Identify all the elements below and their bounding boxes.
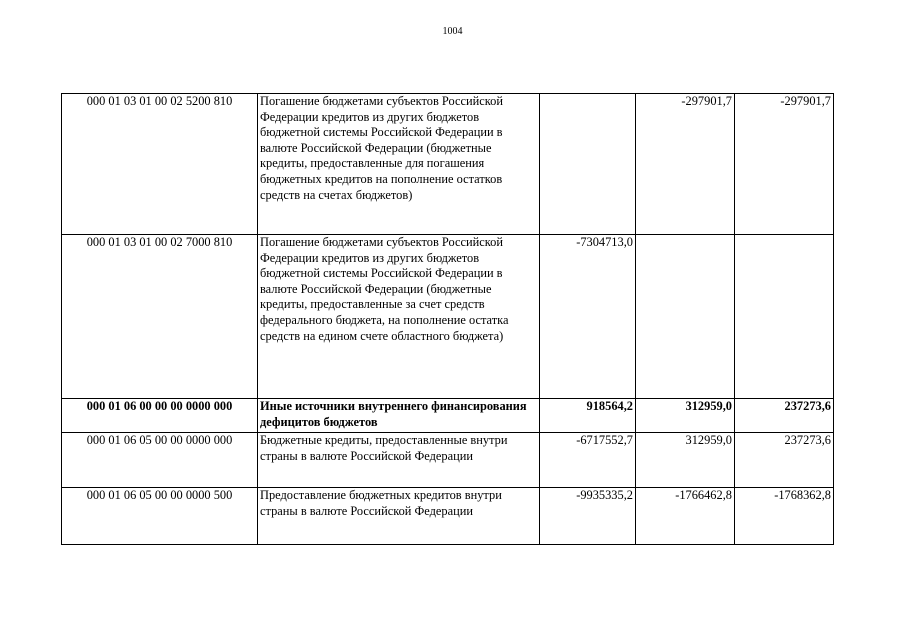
row-value-3: -1768362,8 xyxy=(735,488,834,545)
row-code: 000 01 06 00 00 00 0000 000 xyxy=(62,399,258,433)
row-name: Бюджетные кредиты, предоставленные внутри страны в валюте Российской Федерации xyxy=(258,433,540,488)
row-value-2: -297901,7 xyxy=(636,94,735,235)
row-value-2: -1766462,8 xyxy=(636,488,735,545)
row-value-3: 237273,6 xyxy=(735,399,834,433)
row-value-1: -6717552,7 xyxy=(540,433,636,488)
row-value-1: -7304713,0 xyxy=(540,235,636,399)
row-value-1: -9935335,2 xyxy=(540,488,636,545)
row-value-2 xyxy=(636,235,735,399)
row-code: 000 01 03 01 00 02 7000 810 xyxy=(62,235,258,399)
row-name: Погашение бюджетами субъектов Российской Федерации кредитов из других бюджетов бюджетной системы Российской Федерации в валюте Российской Федерации (бюджетные кредиты, предоставленные для погашения бюджетных кредитов на пополнение остатков средств на счетах бюджетов) xyxy=(258,94,540,235)
table-row xyxy=(62,433,834,488)
table-row xyxy=(62,488,834,545)
row-value-3: 237273,6 xyxy=(735,433,834,488)
row-value-3: -297901,7 xyxy=(735,94,834,235)
table-row xyxy=(62,235,834,399)
row-value-2: 312959,0 xyxy=(636,433,735,488)
budget-sources-table xyxy=(61,93,834,545)
table-row xyxy=(62,399,834,433)
row-value-1 xyxy=(540,94,636,235)
row-code: 000 01 03 01 00 02 5200 810 xyxy=(62,94,258,235)
row-value-1: 918564,2 xyxy=(540,399,636,433)
table-row xyxy=(62,94,834,235)
row-code: 000 01 06 05 00 00 0000 500 xyxy=(62,488,258,545)
row-name: Иные источники внутреннего финансирования дефицитов бюджетов xyxy=(258,399,540,433)
row-value-3 xyxy=(735,235,834,399)
page-number: 1004 xyxy=(442,26,463,37)
row-name: Предоставление бюджетных кредитов внутри страны в валюте Российской Федерации xyxy=(258,488,540,545)
row-value-2: 312959,0 xyxy=(636,399,735,433)
row-code: 000 01 06 05 00 00 0000 000 xyxy=(62,433,258,488)
row-name: Погашение бюджетами субъектов Российской Федерации кредитов из других бюджетов бюджетной системы Российской Федерации в валюте Российской Федерации (бюджетные кредиты, предоставленные за счет средств федерального бюджета, на пополнение остатка средств на едином счете областного бюджета) xyxy=(258,235,540,399)
